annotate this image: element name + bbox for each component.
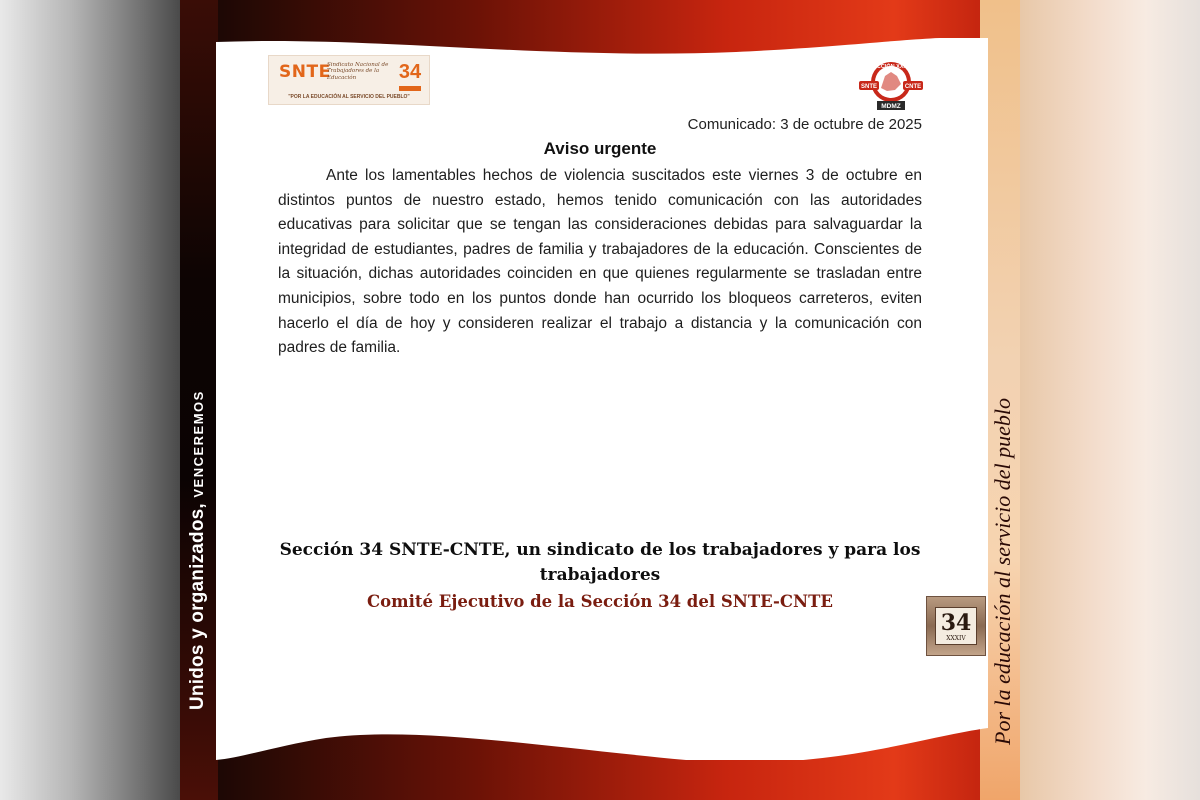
side-slogan-right: Por la educación al servicio del pueblo <box>990 397 1015 745</box>
snte-logo-motto: "POR LA EDUCACIÓN AL SERVICIO DEL PUEBLO" <box>288 94 410 100</box>
section-34-badge <box>926 596 986 656</box>
notice-body: Ante los lamentables hechos de violencia suscitados este viernes 3 de octubre en distintos puntos de nuestro estado, hemos tenido comunicación con las autoridades educativas para solicitar que se tengan las consideraciones debidas para salvaguardar la integridad de estudiantes, padres de familia y trabajadores de la educación. Conscientes de la situación, dichas autoridades coinciden en que quienes regularmente se trasladan entre municipios, sobre todo en los puntos donde han ocurrido los bloqueos carreteros, eviten hacerlo el día de hoy y consideren realizar el trabajo a distancia y la comunicación con padres de familia. <box>278 167 922 357</box>
snte-logo-number: 34 <box>398 61 422 83</box>
signature-committee: Comité Ejecutivo de la Sección 34 del SNTE-CNTE <box>367 592 833 611</box>
seccion-xxxiv-logo <box>855 58 927 114</box>
seccion-logo-mdmz: MDMZ <box>881 103 901 110</box>
notice-title: Aviso urgente <box>543 139 657 158</box>
seccion-logo-cnte: CNTE <box>904 84 922 90</box>
seccion-logo-arc: SECCIÓN XXXIV <box>869 64 913 70</box>
badge-plaque <box>935 607 977 645</box>
seccion-logo-snte: SNTE <box>860 84 878 90</box>
snte-logo <box>268 55 430 105</box>
badge-number: 34 <box>940 610 972 636</box>
snte-logo-acronym: SNTE <box>279 62 331 82</box>
side-slogan-left <box>187 380 213 710</box>
badge-roman: XXXIV <box>946 635 966 642</box>
snte-logo-fullname: Sindicato Nacional de Trabajadores de la Educación <box>327 62 389 81</box>
signature-slogan: Sección 34 SNTE-CNTE, un sindicato de los trabajadores y para los trabajadores <box>279 540 921 585</box>
snte-logo-number-bar <box>399 86 421 91</box>
background-left <box>0 0 180 800</box>
side-slogan-small: VENCEREMOS <box>191 390 206 498</box>
side-slogan-main: Unidos y organizados, <box>187 497 208 710</box>
communique-date: Comunicado: 3 de octubre de 2025 <box>687 116 922 133</box>
background-right <box>1020 0 1200 800</box>
